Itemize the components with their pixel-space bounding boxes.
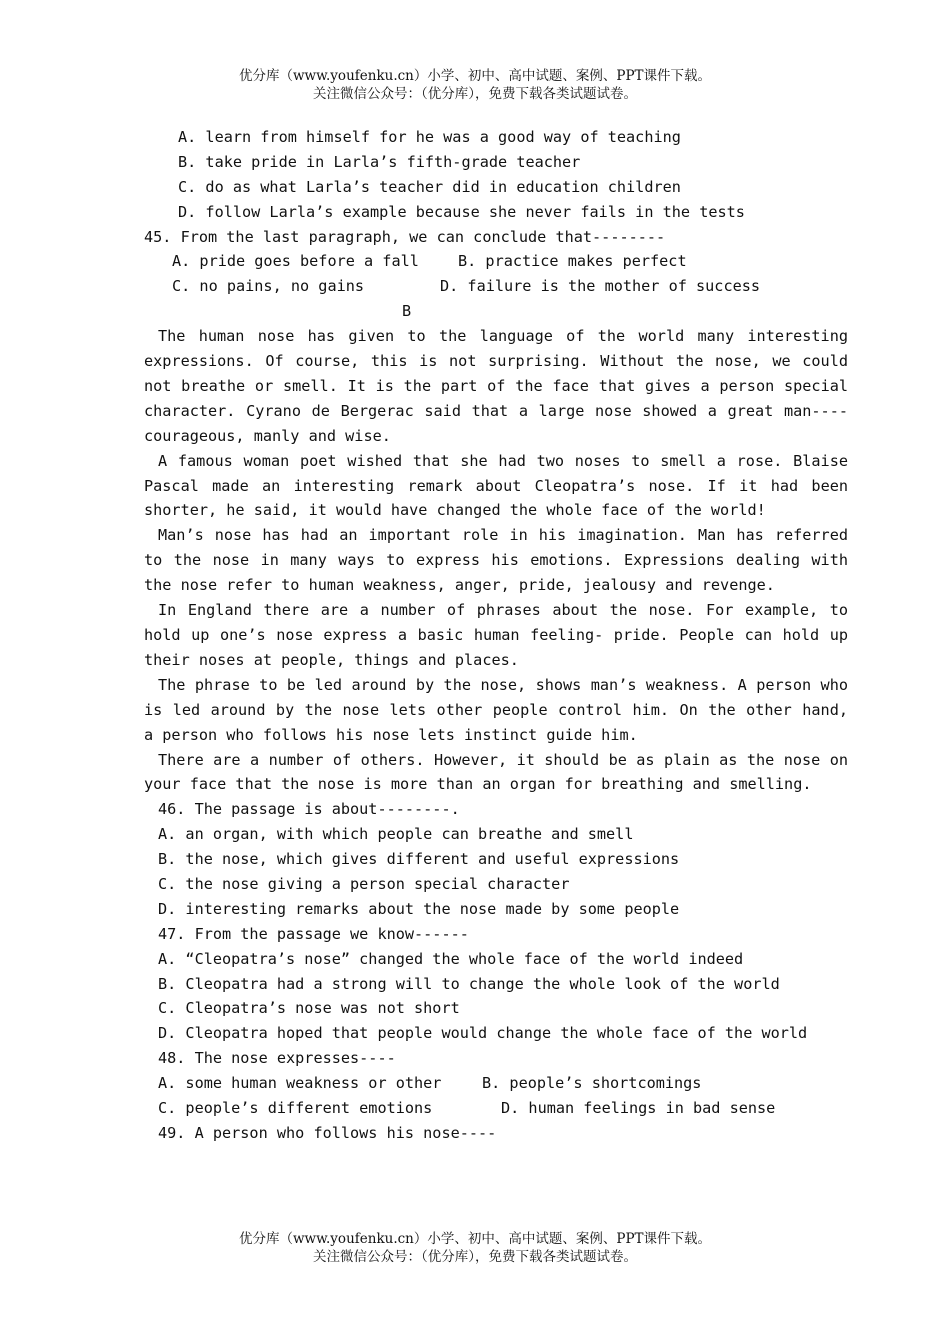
footer-line-1: 优分库（www.youfenku.cn）小学、初中、高中试题、案例、PPT课件下载。 — [238, 1231, 712, 1247]
passage-paragraph-1: The human nose has given to the language of the world many interesting expressions. Of course, this is not surprising. Without the nose, we could not breathe or smell. It is the part of the face that gives a person special character. Cyrano de Bergerac said that a large nose showed a great man----courageous, manly and wise. — [144, 327, 848, 445]
q47-option-c: C. Cleopatra’s nose was not short — [158, 999, 460, 1018]
passage-paragraph-4: In England there are a number of phrases about the nose. For example, to hold up one’s nose express a basic human feeling- pride. People can hold up their noses at people, things and places. — [144, 601, 848, 669]
q47-option-d: D. Cleopatra hoped that people would change the whole face of the world — [158, 1024, 808, 1043]
q45-options-row-2 — [144, 274, 848, 299]
document-body — [144, 125, 848, 1146]
q47-option-b: B. Cleopatra had a strong will to change the whole look of the world — [158, 974, 780, 993]
section-label: B — [402, 302, 412, 321]
passage-paragraph-6: There are a number of others. However, it should be as plain as the nose on your face that the nose is more than an organ for breathing and smelling. — [144, 750, 848, 794]
page-header — [0, 67, 950, 103]
q45-option-d: D. failure is the mother of success — [440, 277, 761, 296]
q46-option-a: A. an organ, with which people can breathe and smell — [158, 825, 634, 844]
q49-stem: 49. A person who follows his nose---- — [158, 1123, 497, 1142]
footer-line-2: 关注微信公众号：（优分库），免费下载各类试题试卷。 — [313, 1249, 637, 1265]
q45-stem: 45. From the last paragraph, we can conclude that-------- — [144, 227, 666, 246]
q48-options-row-1 — [144, 1071, 848, 1096]
q44-option-b: B. take pride in Larla’s fifth-grade teacher — [178, 152, 581, 171]
passage-paragraph-5: The phrase to be led around by the nose, shows man’s weakness. A person who is led around by the nose lets other people control him. On the other hand, a person who follows his nose lets instinct guide him. — [144, 675, 848, 744]
passage-paragraph-2: A famous woman poet wished that she had two noses to smell a rose. Blaise Pascal made an interesting remark about Cleopatra’s nose. If it had been shorter, he said, it would have changed the whole face of the world! — [144, 451, 848, 520]
q47-option-a: A. “Cleopatra’s nose” changed the whole face of the world indeed — [158, 949, 744, 968]
q44-option-a: A. learn from himself for he was a good way of teaching — [178, 128, 681, 146]
header-line-1: 优分库（www.youfenku.cn）小学、初中、高中试题、案例、PPT课件下载。 — [238, 68, 712, 84]
q48-stem: 48. The nose expresses---- — [158, 1049, 396, 1068]
q48-option-c: C. people’s different emotions — [158, 1099, 433, 1118]
page-footer — [0, 1230, 950, 1266]
q48-option-a: A. some human weakness or other — [158, 1074, 442, 1093]
q45-option-c: C. no pains, no gains — [172, 277, 365, 296]
header-line-2: 关注微信公众号：（优分库），免费下载各类试题试卷。 — [313, 86, 637, 102]
q45-options-row-1 — [144, 249, 848, 274]
q46-stem: 46. The passage is about--------. — [158, 800, 460, 819]
q46-option-b: B. the nose, which gives different and useful expressions — [158, 850, 680, 869]
passage-paragraph-3: Man’s nose has had an important role in his imagination. Man has referred to the nose in many ways to express his emotions. Expressions dealing with the nose refer to human weakness, anger, pride, jealousy and revenge. — [144, 526, 848, 595]
q46-option-c: C. the nose giving a person special character — [158, 875, 570, 894]
q44-option-d: D. follow Larla’s example because she never fails in the tests — [178, 202, 745, 221]
q48-options-row-2 — [144, 1096, 848, 1121]
q46-option-d: D. interesting remarks about the nose made by some people — [158, 899, 680, 918]
q45-option-b: B. practice makes perfect — [458, 252, 687, 271]
q48-option-d: D. human feelings in bad sense — [501, 1099, 776, 1118]
q47-stem: 47. From the passage we know------ — [158, 924, 469, 943]
q45-option-a: A. pride goes before a fall — [172, 252, 419, 271]
q44-option-c: C. do as what Larla’s teacher did in education children — [178, 177, 681, 196]
q48-option-b: B. people’s shortcomings — [482, 1074, 702, 1093]
